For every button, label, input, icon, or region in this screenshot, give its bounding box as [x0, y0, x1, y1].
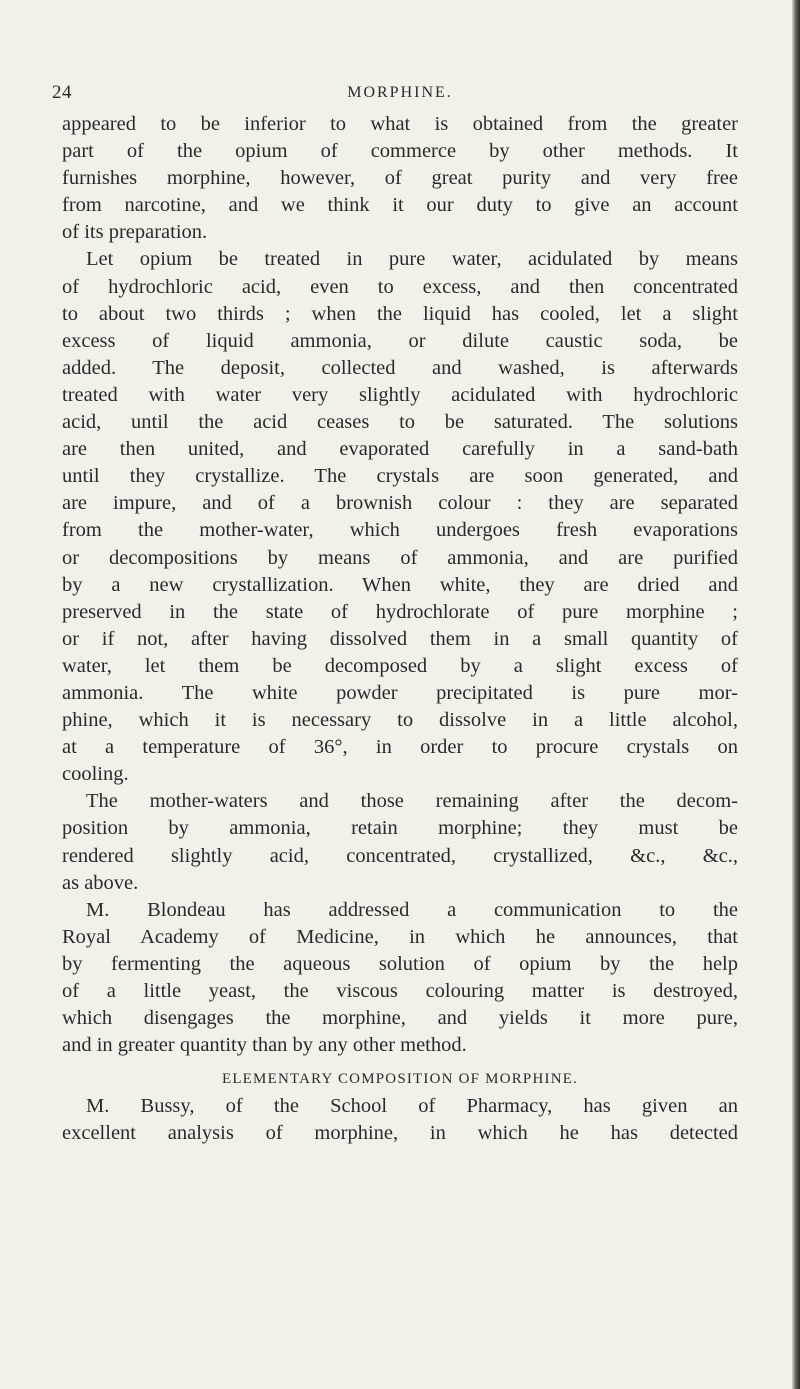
- text-line: water, let them be decomposed by a slight excess of: [62, 654, 738, 677]
- text-line: added. The deposit, collected and washed, is afterwards: [62, 356, 738, 379]
- text-line: or if not, after having dissolved them in a small quantity of: [62, 627, 738, 650]
- text-line: ammonia. The white powder precipitated is pure mor-: [62, 681, 738, 704]
- paragraph-3: [62, 788, 738, 896]
- text-line: acid, until the acid ceases to be saturated. The solutions: [62, 411, 738, 434]
- text-line: M. Blondeau has addressed a communication to the: [86, 898, 738, 921]
- text-line: of hydrochloric acid, even to excess, and then concentrated: [62, 275, 738, 298]
- paragraph-5: [62, 1093, 738, 1147]
- text-line: by fermenting the aqueous solution of opium by the help: [62, 952, 738, 975]
- text-line: as above.: [62, 871, 139, 894]
- text-line: part of the opium of commerce by other methods. It: [62, 140, 738, 163]
- text-line: until they crystallize. The crystals are soon generated, and: [62, 465, 738, 488]
- text-line: appeared to be inferior to what is obtained from the greater: [62, 113, 738, 135]
- text-line: position by ammonia, retain morphine; they must be: [62, 817, 738, 840]
- running-title: MORPHINE.: [347, 84, 453, 101]
- page-number: 24: [52, 82, 72, 103]
- section-heading: ELEMENTARY COMPOSITION OF MORPHINE.: [221, 1071, 579, 1088]
- text-line: furnishes morphine, however, of great purity and very free: [62, 167, 738, 190]
- text-line: and in greater quantity than by any other method.: [62, 1034, 467, 1057]
- text-line: by a new crystallization. When white, they are dried and: [62, 573, 738, 596]
- text-line: to about two thirds ; when the liquid has cooled, let a slight: [62, 302, 738, 325]
- text-line: are then united, and evaporated carefully in a sand-bath: [62, 438, 738, 461]
- text-line: or decompositions by means of ammonia, and are purified: [62, 546, 738, 569]
- text-line: preserved in the state of hydrochlorate of pure morphine ;: [62, 600, 738, 623]
- text-line: treated with water very slightly acidulated with hydrochloric: [62, 383, 738, 406]
- text-line: rendered slightly acid, concentrated, crystallized, &c., &c.,: [62, 844, 738, 867]
- text-line: M. Bussy, of the School of Pharmacy, has given an: [86, 1095, 738, 1118]
- text-line: excess of liquid ammonia, or dilute caustic soda, be: [62, 329, 738, 352]
- paragraph-4: [62, 897, 738, 1060]
- page-edge-shadow: [792, 0, 800, 1389]
- text-line: excellent analysis of morphine, in which he has detected: [62, 1122, 738, 1145]
- text-line: of its preparation.: [62, 221, 208, 244]
- text-line: are impure, and of a brownish colour : they are separated: [62, 492, 738, 515]
- text-line: at a temperature of 36°, in order to procure crystals on: [62, 736, 738, 759]
- text-line: from the mother-water, which undergoes fresh evaporations: [62, 519, 738, 542]
- text-line: Let opium be treated in pure water, acidulated by means: [86, 248, 738, 271]
- text-line: from narcotine, and we think it our duty to give an account: [62, 194, 738, 217]
- text-line: The mother-waters and those remaining after the decom-: [86, 790, 738, 813]
- text-line: Royal Academy of Medicine, in which he announces, that: [62, 925, 738, 948]
- body-text: [62, 111, 738, 1147]
- text-line: cooling.: [62, 763, 129, 786]
- text-line: phine, which it is necessary to dissolve in a little alcohol,: [62, 709, 738, 732]
- text-line: which disengages the morphine, and yields it more pure,: [62, 1007, 738, 1030]
- paragraph-2: [62, 246, 738, 788]
- text-line: of a little yeast, the viscous colouring matter is destroyed,: [62, 980, 738, 1002]
- paragraph-1: [62, 111, 738, 246]
